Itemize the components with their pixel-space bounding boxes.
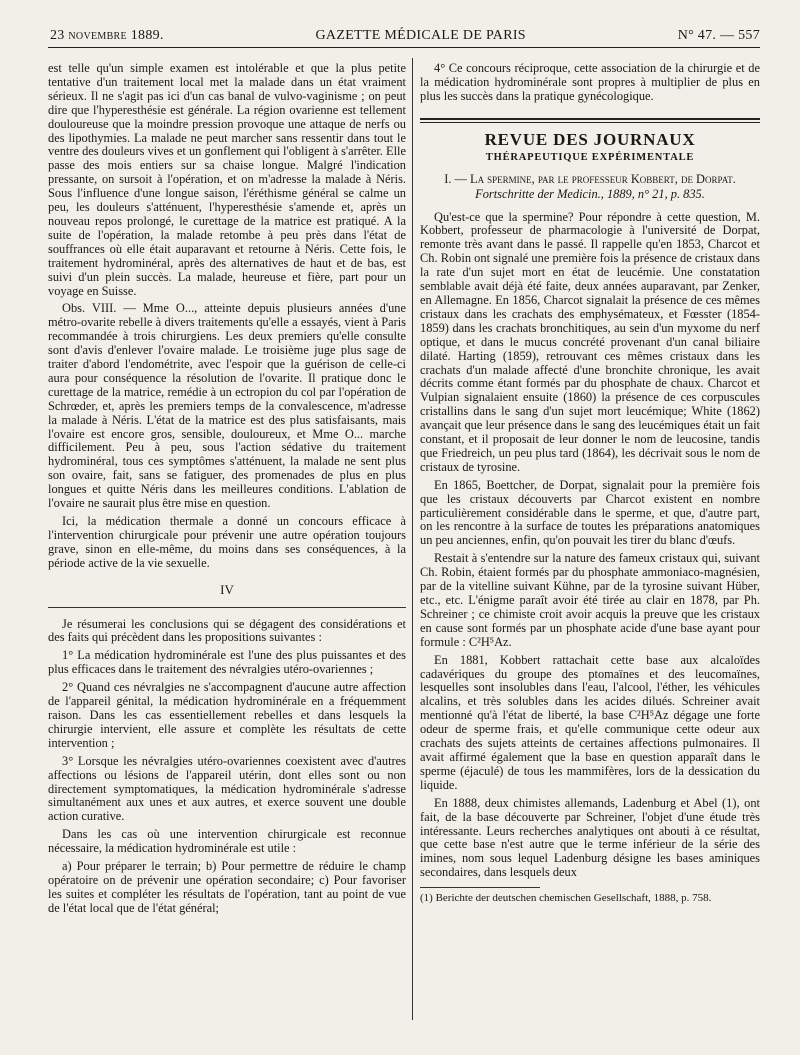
article-source: Fortschritte der Medicin., 1889, n° 21, p. 835. xyxy=(475,186,705,201)
section-rule xyxy=(420,118,760,120)
paragraph: En 1888, deux chimistes allemands, Ladenburg et Abel (1), ont fait, de la base découverte par Schreiner, l'objet d'une étude très intéressante. Leurs recherches analytiques ont abouti à ce résultat, que cette base n'est autre que le terme inférieur de la série des imines, nom sous lequel Ladenburg désigne les bases aminiques secondaires, dans lesquels deux xyxy=(420,795,760,880)
paragraph: En 1881, Kobbert rattachait cette base aux alcaloïdes cadavériques du groupe des ptomaïnes et des leucomaïnes, lesquelles sont insolubles dans l'eau, l'alcool, l'éther, les véhicules alcalins, et très solubles dans les acides dilués. Schreiner avait mentionné qu'à l'état de liberté, la base C²H⁵Az dégage une forte odeur de sperme frais, et qu'elle communique cette odeur aux crachats des sujets atteints de certaines affections pulmonaires. Il avait affirmé également que la base en question apparaît dans le sperme (éjaculé) de tous les mammifères, lors de la dessication du liquide. xyxy=(420,652,760,792)
section-rule xyxy=(48,607,406,608)
footnote-rule xyxy=(420,887,540,888)
paragraph: En 1865, Boettcher, de Dorpat, signalait pour la première fois que les cristaux découverts par Charcot existent en nombre particulièrement considérable dans le sperme, et que, d'autre part, on les rencontre à la surface de toutes les préparations anatomiques un peu anciennes, enfin, qu'on pouvait les tirer du blanc d'œufs. xyxy=(420,477,760,548)
conclusion-3: 3° Lorsque les névralgies utéro-ovariennes coexistent avec d'autres affections ou lésions de l'appareil utérin, dont elles sont ou non directement symptomatiques, la médication hydrominérale s'adresse simultanément aux unes et aux autres, et exerce souvent une double action curative. xyxy=(48,753,406,824)
header-rule xyxy=(48,47,760,48)
conclusion-1: 1° La médication hydrominérale est l'une des plus puissantes et des plus efficaces dans le traitement des névralgies utéro-ovariennes ; xyxy=(48,648,406,677)
paragraph: Restait à s'entendre sur la nature des fameux cristaux qui, suivant Ch. Robin, étaient formés par du phosphate ammoniaco-magnésien, par de la vitelline suivant Kühne, par de la tyrosine suivant Hüber, etc., etc. L'énigme paraît avoir été tirée au clair en 1878, par Ph. Schreiner ; ce chimiste croit avoir acquis la preuve que les cristaux en cause sont formés par un phosphate acide d'une base ayant pour formule : C²H⁵Az. xyxy=(420,551,760,649)
conclusion-2: 2° Quand ces névralgies ne s'accompagnent d'aucune autre affection de l'appareil génital, la médication hydrominérale en a fréquemment raison. Dans les cas essentiellement rebelles et dans lesquels la chirurgie intervient, elle assure et complète les résultats de cette intervention ; xyxy=(48,680,406,750)
conclusion-4: 4° Ce concours réciproque, cette association de la chirurgie et de la médication hydrominérale sont propres à multiplier de plus en plus les succès dans la pratique gynécologique. xyxy=(420,61,760,103)
column-divider xyxy=(412,58,413,1020)
section-number: IV xyxy=(220,581,234,597)
running-head xyxy=(50,18,760,44)
article-heading xyxy=(420,172,760,202)
section-title: REVUE DES JOURNAUX xyxy=(484,129,696,149)
article-title: I. — La spermine, par le professeur Kobbert, de Dorpat. xyxy=(444,171,736,186)
section-rule xyxy=(420,122,760,123)
paragraph-continuation: est telle qu'un simple examen est intolérable et que la plus petite tentative d'un traitement local met la malade dans un état vraiment sérieux. Il ne s'agit pas ici d'un cas banal de vulvo-vaginisme ; on peut dire que l'hyperesthésie est générale. La région ovarienne est tellement douloureuse que la moindre pression provoque une attaque de nerfs ou des lipothymies. La malade ne peut marcher sans ressentir dans tout le ventre des douleurs vives et un gonflement qui l'obligent à s'arrêter. Elle passe des mois entiers sur sa chaise longue. Malgré l'indication pressante, on sursoit à l'opération, et on m'adresse la malade à Néris. Sous l'influence d'une longue saison, l'éréthisme général se calme un peu, les douleurs s'atténuent, l'hyperesthésie s'amende et, après un nouveau repos prolongé, le curettage de la matrice est pratiqué. A la suite de l'opération, la malade retombe à peu près dans l'état de souffrances où elle était auparavant et retourne à Néris. Cette fois, le traitement hydrominéral, après des alternatives de haut et de bas, est suivi d'un plein succès. La malade, heureuse et fière, part pour un voyage en Suisse. xyxy=(48,61,406,298)
left-column xyxy=(48,62,406,916)
paragraph: Qu'est-ce que la spermine? Pour répondre à cette question, M. Kobbert, professeur de pharmacologie à l'université de Dorpat, remonte très avant dans le passé. Il rappelle qu'en 1853, Charcot et Ch. Robin ont signalé une première fois la présence de cristaux dans la rate d'un sujet mort en état de leucémie. Une constatation semblable avait déjà été faite, deux années auparavant, par Zenker, en Allemagne. En 1856, Charcot signalait la présence de ces mêmes cristaux dans les crachats des emphysémateux, et Fœsster (1854-1859) dans les crachats bronchitiques, au sein d'un myxome du nerf optique, et dans le mucus concrété provenant d'un canal biliaire dilaté. Harting (1859), retrouvant ces mêmes cristaux dans les crachats d'un malade affecté d'une bronchite chronique, les avait décrits comme étant formés par du phosphate de chaux. Charcot et Vulpian signalaient ensuite (1860) la présence de ces corpuscules cristallins dans le sang d'un sujet mort leucémique; White (1862) avançait que leur présence dans le sang des leucémiques était un fait constant, et il proposait de leur donner le nom de leucosine, tandis que Friedreich, un peu plus tard (1864), les décrivait sous le nom de cristaux de tyrosine. xyxy=(420,209,760,474)
issue-page-number: N° 47. — 557 xyxy=(677,28,760,43)
right-column xyxy=(420,62,760,905)
footnote: (1) Berichte der deutschen chemischen Gesellschaft, 1888, p. 758. xyxy=(420,892,712,905)
paragraph: Dans les cas où une intervention chirurgicale est reconnue nécessaire, la médication hydrominérale est utile : xyxy=(48,827,406,856)
conclusions-intro: Je résumerai les conclusions qui se dégagent des considérations et des faits qui précèdent dans les propositions suivantes : xyxy=(48,616,406,645)
observation-viii: Obs. VIII. — Mme O..., atteinte depuis plusieurs années d'une métro-ovarite rebelle à divers traitements qu'elle a essayés, vient à Paris recommandée à trois chirurgiens. Les deux premiers qu'elle consulte sont d'avis d'enlever l'ovaire malade. Le troisième juge plus sage de traiter d'abord l'endométrite, avec l'espoir que la guérison de celle-ci aura pour conséquence la résolution de l'ovarite. Il pratique donc le curettage de la matrice, remédie à un ectropion du col par l'opération de Schrœder, et, après les premiers temps de la convalescence, m'adresse la malade à Néris. L'état de la matrice est des plus satisfaisants, mais l'ovaire est encore gros, sensible, douloureux, et Mme O... marche difficilement. Peu à peu, sous l'action sédative du traitement hydrominéral, tous ces symptômes s'atténuent, la malade ne sent plus son ovaire, fait, sans se fatiguer, des promenades de plus en plus longues et quitte Néris dans les meilleures conditions. L'ablation de l'ovaire ne saurait plus être mise en question. xyxy=(48,301,406,511)
paragraph: Ici, la médication thermale a donné un concours efficace à l'intervention chirurgicale pour prévenir une autre opération toujours grave, sinon en elle-même, du moins dans ses conséquences, à la période active de la vie sexuelle. xyxy=(48,514,406,570)
issue-date: 23 novembre 1889. xyxy=(50,28,164,43)
journal-title: GAZETTE MÉDICALE DE PARIS xyxy=(315,28,526,43)
section-subtitle: THÉRAPEUTIQUE EXPÉRIMENTALE xyxy=(485,151,695,163)
list-abc: a) Pour préparer le terrain; b) Pour permettre de réduire le champ opératoire on de prévenir une opération secondaire; c) Pour favoriser les suites et compléter les résultats de l'opération, tant au point de vue de l'état local que de l'état général; xyxy=(48,859,406,915)
